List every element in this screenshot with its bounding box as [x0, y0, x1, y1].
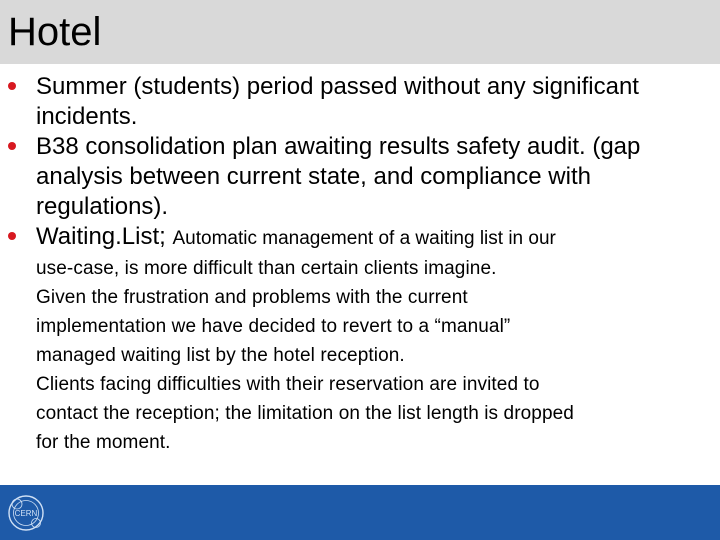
- bullet-line: implementation we have decided to revert to a “manual”: [36, 316, 511, 337]
- bullet-text: Summer (students) period passed without any significant incidents.: [36, 73, 639, 130]
- bullet-icon: [8, 232, 16, 240]
- logo-text: CERN: [14, 509, 38, 518]
- bullet-icon: [8, 142, 16, 150]
- bullet-lead-small: Automatic management of a waiting list in our: [172, 228, 556, 249]
- bullet-detail: [36, 254, 712, 457]
- bullet-lead-text: Waiting.List;: [36, 223, 173, 250]
- bullet-icon: [8, 82, 16, 90]
- bullet-line: use-case, is more difficult than certain clients imagine.: [36, 258, 497, 279]
- cern-logo-icon: [6, 493, 46, 533]
- title-bar: [0, 0, 720, 64]
- bullet-line: Given the frustration and problems with the current: [36, 287, 468, 308]
- slide-title: Hotel: [8, 10, 102, 54]
- bullet-line: managed waiting list by the hotel reception.: [36, 345, 405, 366]
- footer-bar: [0, 485, 720, 540]
- bullet-lead: [36, 222, 556, 254]
- bullet-line: for the moment.: [36, 432, 171, 453]
- bullet-line: Clients facing difficulties with their reservation are invited to: [36, 374, 540, 395]
- bullet-line: contact the reception; the limitation on the list length is dropped: [36, 403, 574, 424]
- bullet-text: B38 consolidation plan awaiting results safety audit. (gap analysis between current state, and compliance with regulations).: [36, 133, 641, 220]
